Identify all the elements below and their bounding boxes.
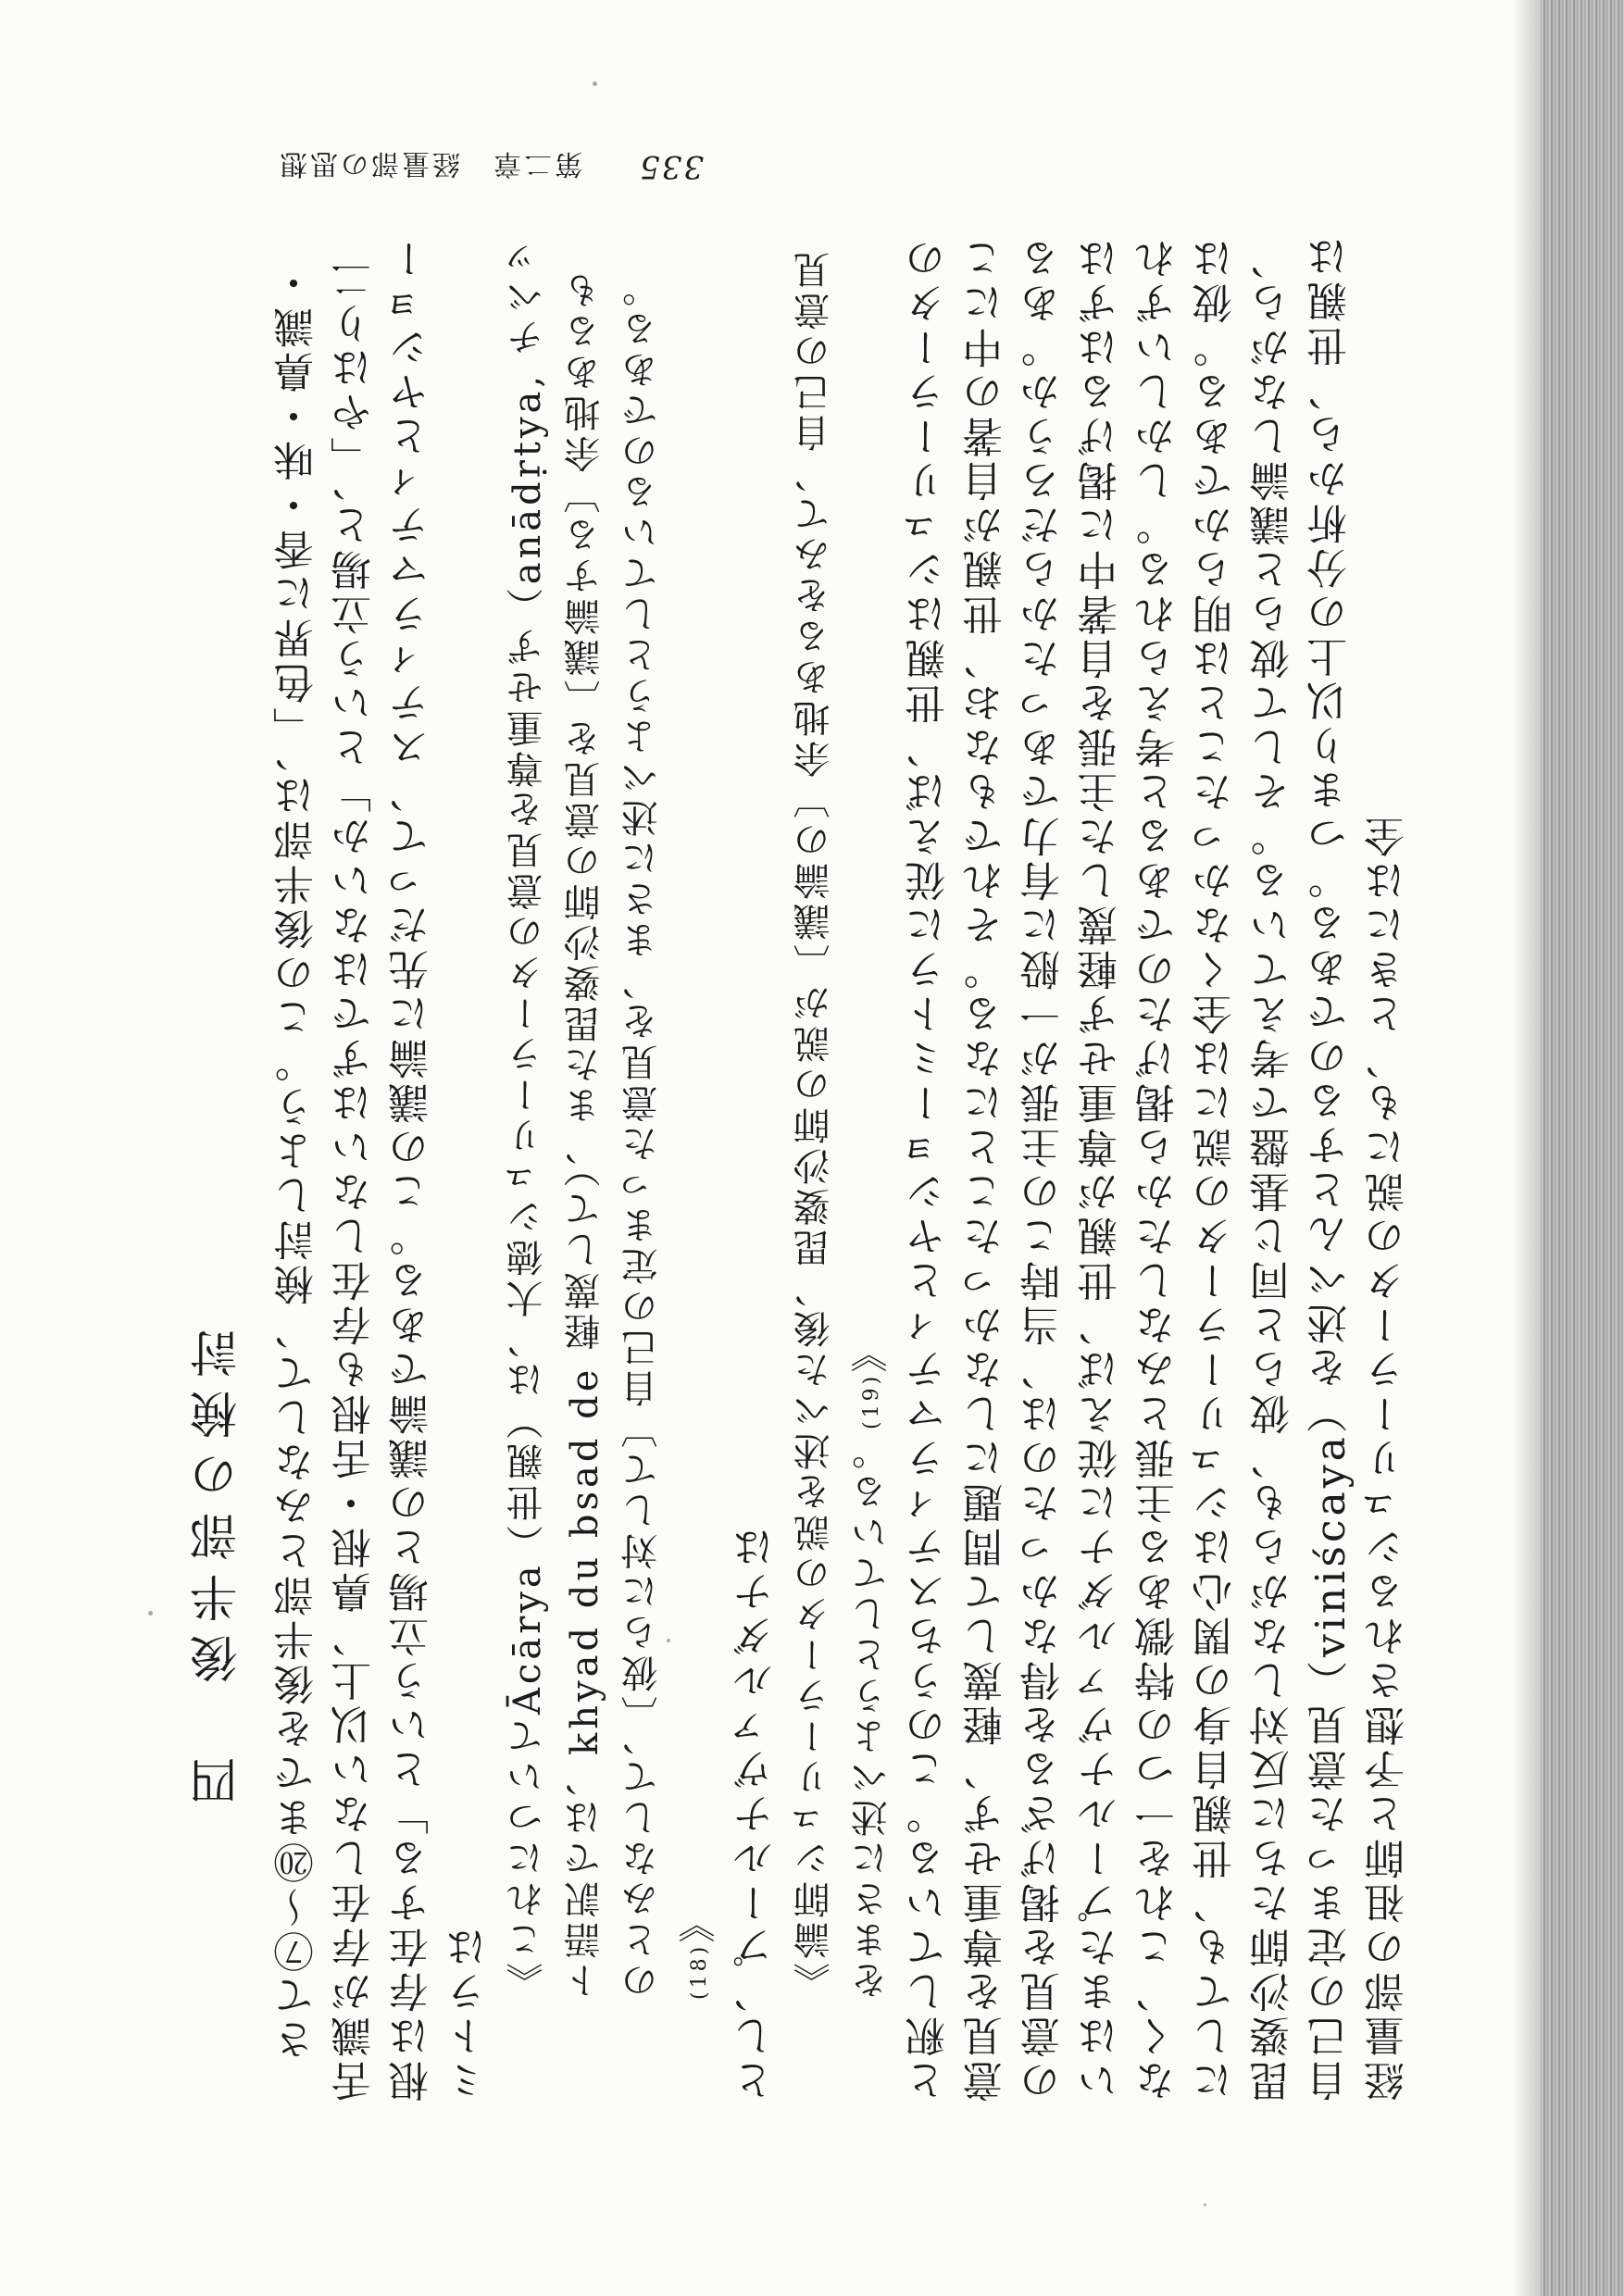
quotation-2-text: 《論師シュリーラータの説を述べた後、毘婆沙師の説が〔議論の〕余地あるをみて、自己の意見をまさに述べようとしている。	[793, 248, 893, 2000]
quotation-2-close: 》	[851, 1331, 893, 1373]
quotation-1-text: 《これについてĀcārya（世親）は、大徳シュリーラータの意見を尊重せず（anādṛtya, チベット語訳では、khyad du bsad de 軽蔑して）、また毘婆沙師の意見を〔議論する〕余地あるものとみなして、〔彼らに対して〕自己の定まった意見を、まさに述べようとしているのである。	[506, 234, 664, 2000]
scan-edge-shading	[1541, 0, 1624, 2296]
quotation-1	[499, 231, 729, 2102]
paragraph-3: と釈している。このうちスティラマティとヤショーミトラに従えば、世親はシュリーラータの意見を尊重せず、軽蔑して問題にしなかったことになる。それでもなお、世親が自著の中にこの意見を掲げざるを得なかったのは、当時この主張が一般に有力であったからだろうか。あるいはまたプールナヴァルダナに従えば、世親が尊重せず軽蔑した主張を自著中に掲げるはずはなく、これを一つの特徴ある主張とみなしたから掲げたのであると考えられる。しかしいずれにしても、世親自身の関心はシュリーラータの説には全くなかったことは明らかである。彼は毘婆沙師たちに反対しながらも、彼らと同じ基盤で考えている。そして彼らと議論しながら、自己の定まった意見（viniścaya）を述べんとするのである。つまり以上の分析から、世親は経量部の祖師と予想されるシュリーラータの説にも、ときには全	[906, 233, 1412, 2102]
note-19: (19)	[860, 1372, 883, 1429]
quotation-1-close: 》	[679, 1902, 721, 1943]
vertical-text-block	[190, 231, 1412, 2102]
scan-speck	[667, 1639, 670, 1642]
scan-speck	[148, 1611, 153, 1616]
chapter-title: 第二章 経量部の思想	[277, 147, 583, 180]
section-heading: 四 後半部の検討	[191, 1316, 246, 1805]
quotation-2	[786, 231, 901, 2102]
scan-speck	[593, 81, 597, 86]
page-number: 335	[638, 148, 704, 185]
running-head	[222, 130, 704, 204]
scan-speck	[1204, 2203, 1206, 2206]
paragraph-2: とし、プールナヴァルダナは	[733, 1524, 781, 2102]
note-18: (18)	[688, 1942, 711, 2000]
paragraph-1: さて⑦～⑳までを後半部とみなして、検討しよう。この後半部は、「色界に香・味・鼻識・舌識が存在しない以上、鼻根・舌根も存在しないはずではないか」という立場と、「やはり二根は存在する」という立場との議論である。この議論に先だって、スティラマティとヤショーミトラは	[274, 235, 493, 2102]
